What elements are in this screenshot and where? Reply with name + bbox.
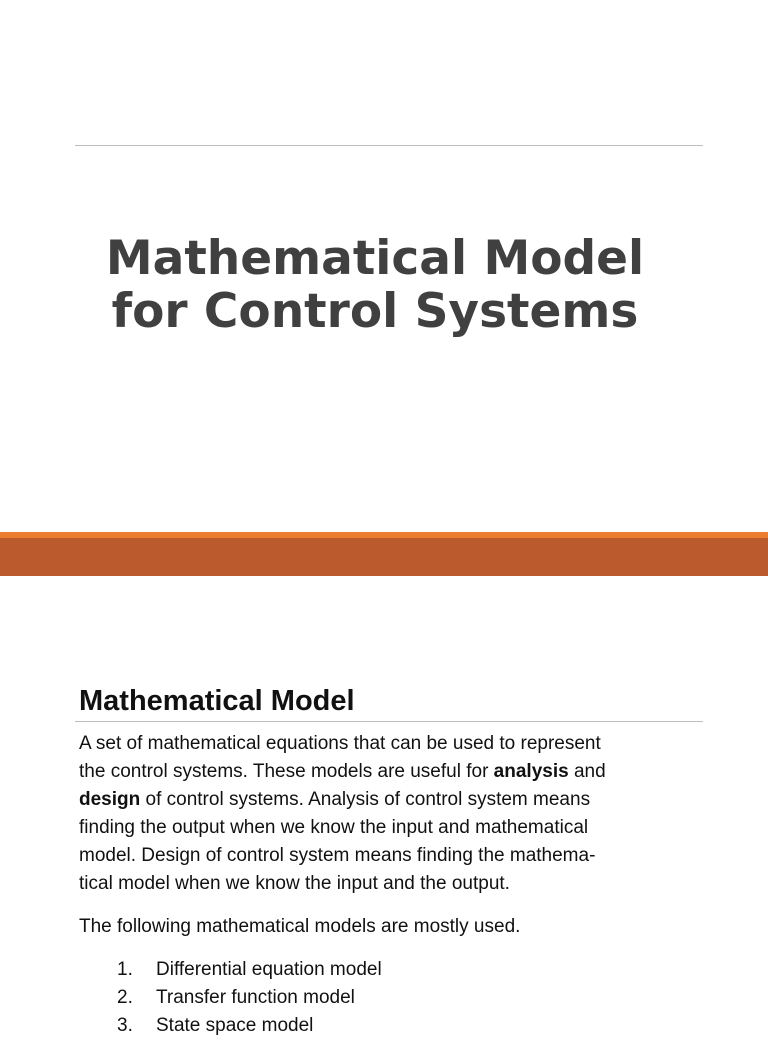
slide-title [60,232,690,338]
list-number: 1. [117,959,133,980]
bold-term-design: design [79,789,141,810]
models-list [79,956,699,1040]
para-text: of control systems. Analysis of control system means [140,789,591,810]
bold-term-analysis: analysis [493,761,569,782]
models-intro: The following mathematical models are mostly used. [79,916,521,937]
para-line: A set of mathematical equations that can be used to represent [79,733,601,754]
title-line-2: for Control Systems [111,284,639,339]
list-label: State space model [156,1015,314,1036]
list-item [79,984,699,1012]
top-divider [75,145,703,146]
heading-divider [75,721,703,722]
accent-band [0,538,768,576]
para-text: and [568,761,606,782]
slide-body [79,730,699,1040]
para-line: finding the output when we know the input and mathematical [79,817,589,838]
para-line: model. Design of control system means finding the mathema- [79,845,596,866]
title-line-1: Mathematical Model [105,231,645,286]
para-text: the control systems. These models are useful for [79,761,494,782]
intro-paragraph [79,730,699,898]
para-line [79,786,699,814]
list-item [79,1012,699,1040]
list-label: Differential equation model [156,959,382,980]
section-heading: Mathematical Model [79,685,355,717]
para-line [79,758,699,786]
content-slide [0,576,768,1036]
list-number: 3. [117,1015,133,1036]
list-label: Transfer function model [156,987,355,1008]
para-line: tical model when we know the input and the output. [79,873,510,894]
list-item [79,956,699,984]
list-number: 2. [117,987,133,1008]
